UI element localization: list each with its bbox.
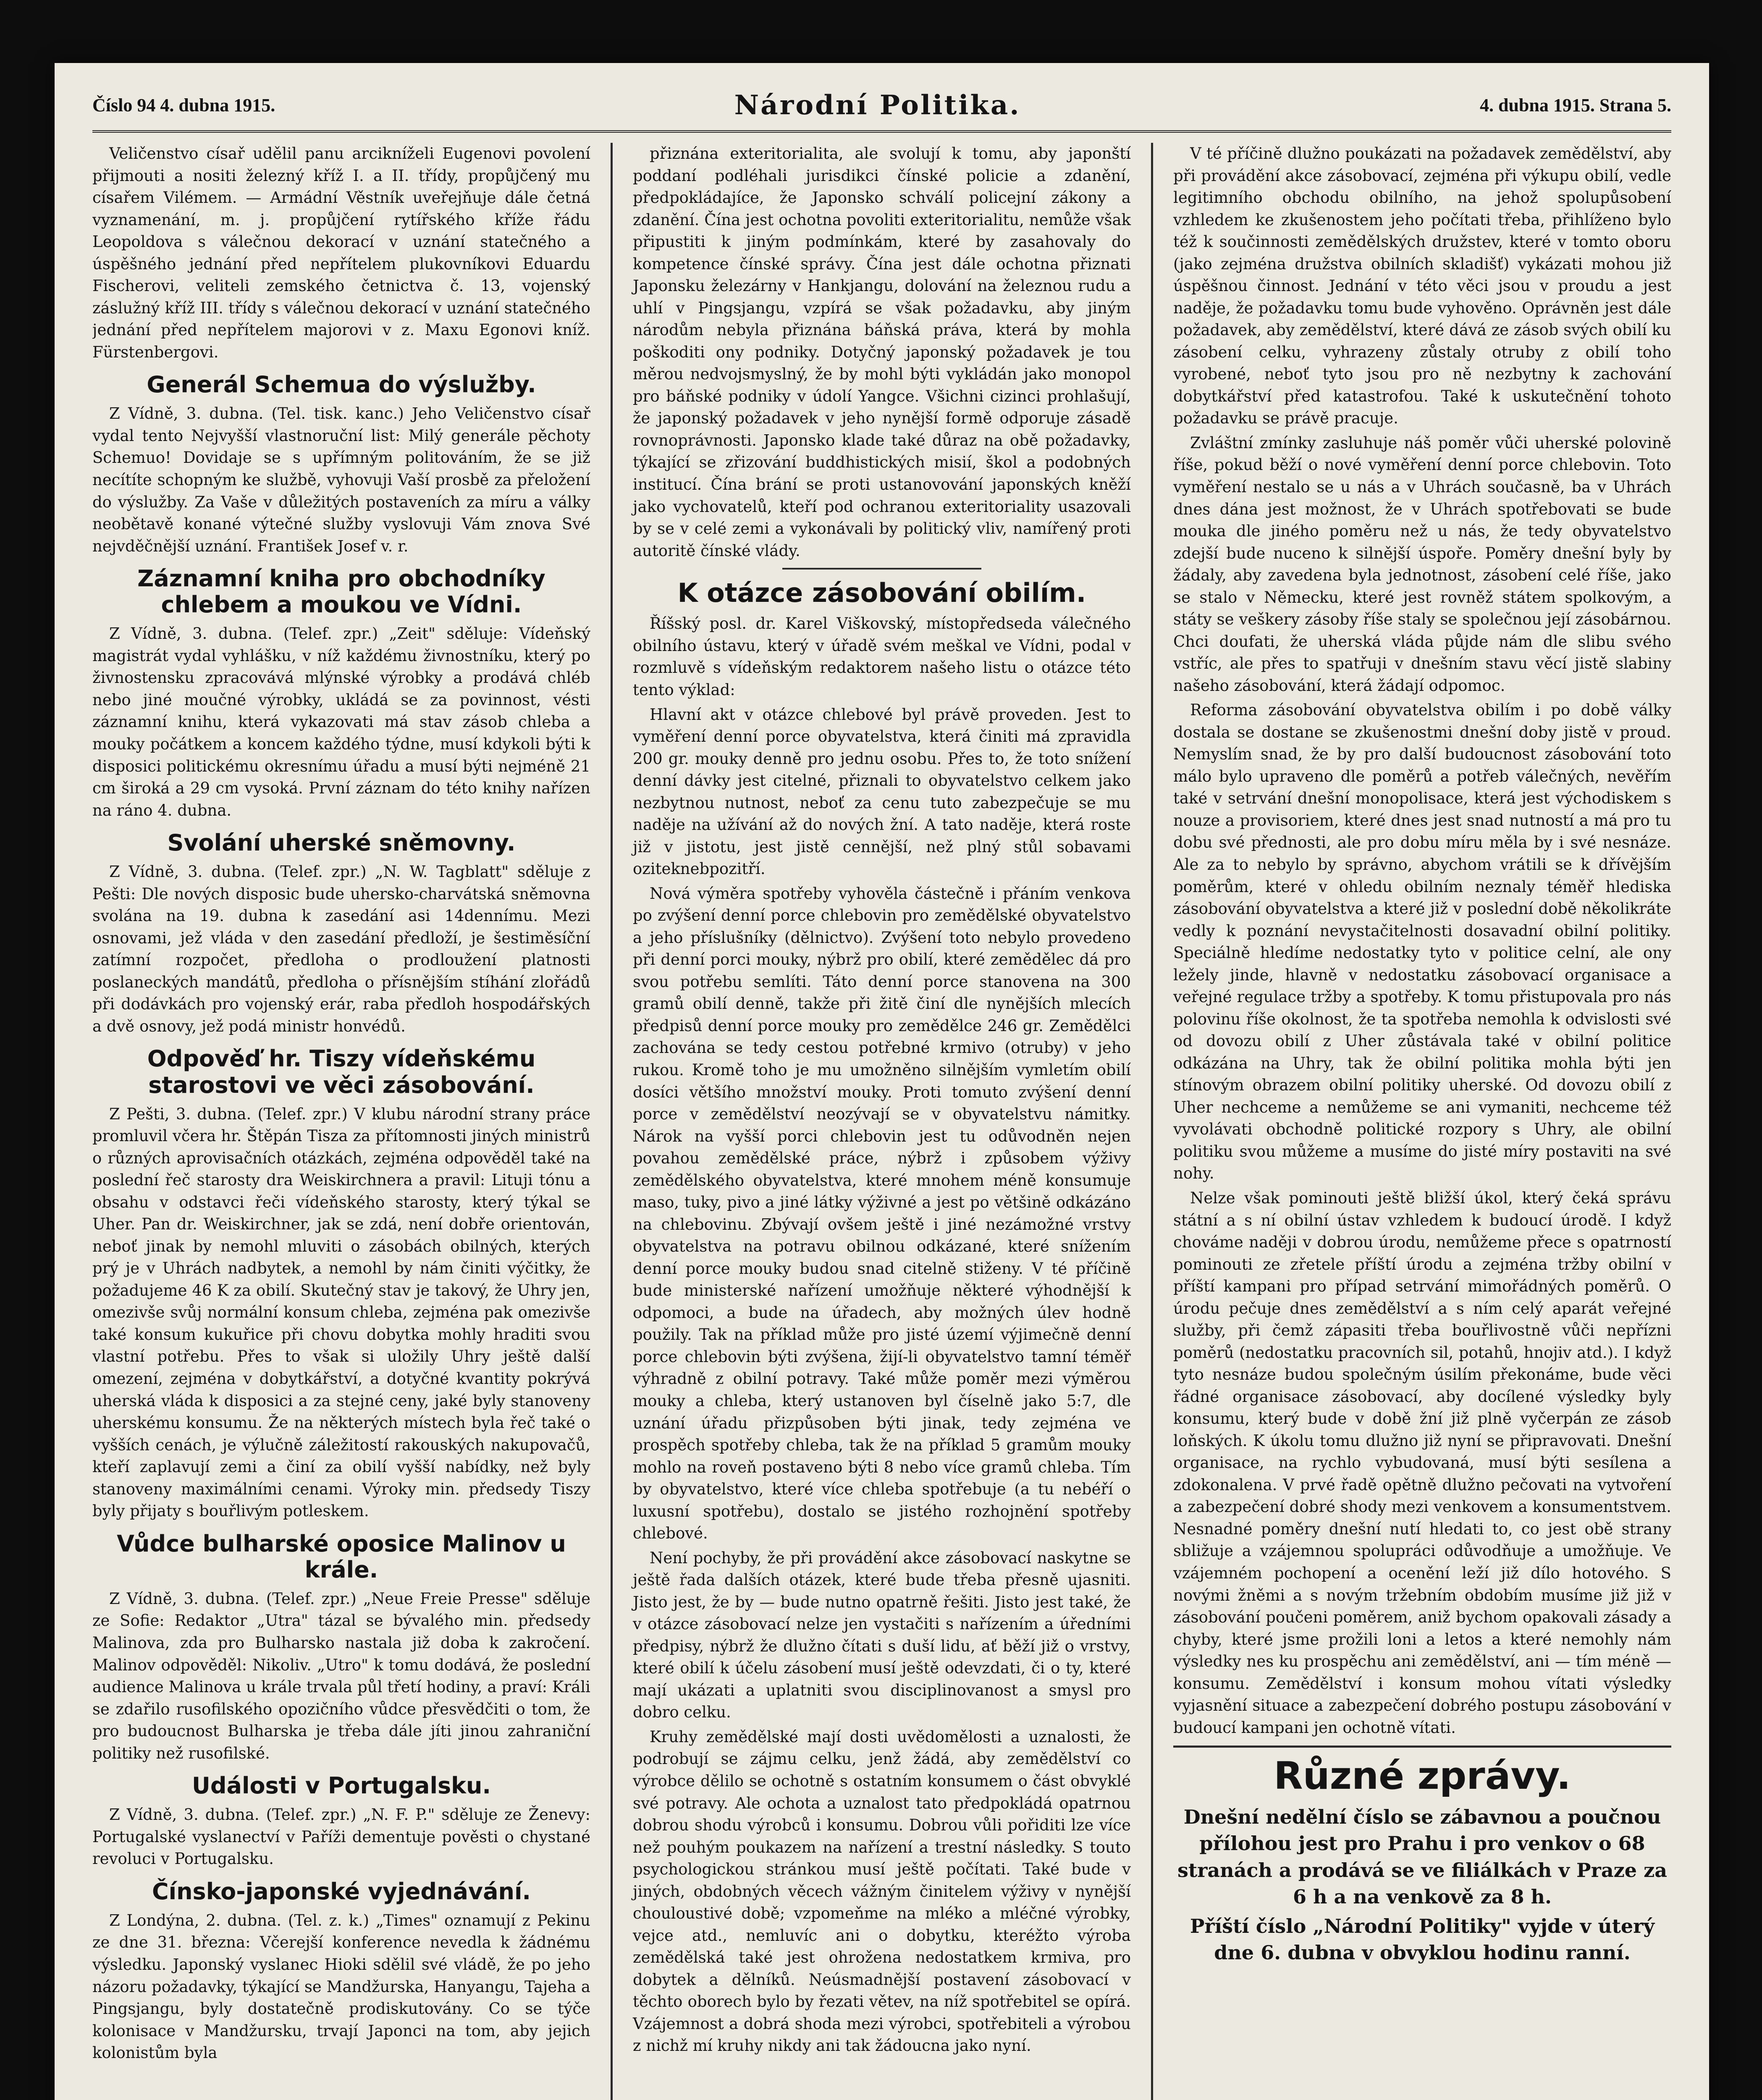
article-headline: Vůdce bulharské oposice Malinov u krále. [117,1530,566,1583]
article-text: Z Vídně, 3. dubna. (Telef. zpr.) „Neue Freie Presse" sděluje ze Sofie: Redaktor „Utra" tázal se bývalého min. předsedy Malinova, zda pro Bulharsko nastala již doba k zakročení. Malinov odpověděl: Nikoliv. „Utro" k tomu dodává, že poslední audience Malinova u krále trvala půl třetí hodiny, a praví: Králi se zdařilo rusofilského opozičního vůdce přesvědčiti o tom, že pro budoucnost Bulharska je třeba dále jíti jinou zahraniční politiky než rusofilské. [92,1589,590,1762]
article-columns [92,143,1671,2100]
article-text: Zvláštní zmínky zasluhuje náš poměr vůči uherské polovině říše, pokud běží o nové vyměření denní porce chlebovin. Toto vyměření nestalo se u nás a v Uhrách současně, ba v Uhrách dnes dána jest možnost, že v Uhrách spotřebovati se bude mouka dle jiného poměru než u nás, že tedy obyvatelstvo zdejší bude nuceno k silnější úspoře. Poměry dnešní byly by žádaly, aby zavedena byla jednotnost, zásobení celé říše, jako se stalo v Německu, které jest rovněž státem spolkovým, a státy se veškery zásoby říše staly se společnou její zásobárnou. Chci doufati, že uherská vláda půjde nám dle slibu svého vstříc, ale přes to spatřuji v dnešním stavu věcí jistě slabiny našeho zásobování, která žádají odpomoc. [1173,433,1671,695]
article-headline: Generál Schemua do výslužby. [147,371,536,398]
issue-notice: Dnešní nedělní číslo se zábavnou a poučnou přílohou jest pro Prahu i pro venkov o 68 stranách a prodává se ve filiálkách v Praze za 6 h a na venkově za 8 h. [1177,1805,1668,1908]
article-headline: Čínsko-japonské vyjednávání. [152,1878,531,1905]
next-issue-notice: Příští číslo „Národní Politiky" vyjde v úterý dne 6. dubna v obvyklou hodinu ranní. [1190,1914,1655,1964]
date-page-number: 4. dubna 1915. Strana 5. [1479,94,1671,116]
section-headline: Různé zprávy. [1274,1754,1571,1798]
article-text: Veličenstvo císař udělil panu arcikníželi Eugenovi povolení přijmouti a nositi železný kříž I. a II. třídy, propůjčený mu císařem Vilémem. — Armádní Věstník uveřejňuje dále četná vyznamenání, m. j. propůjčení rytířského kříže řádu Leopoldova s válečnou dekorací v uznání statečného a úspěšného jednání před nepřítelem plukovníkovi Eduardu Fischerovi, veliteli zemského četnictva č. 13, vojenský záslužný kříž III. třídy s válečnou dekorací v uznání statečného jednání před nepřítelem majorovi v z. Maxu Egonovi kníž. Fürstenbergovi. [92,144,590,361]
column-1 [92,143,613,2100]
article-headline: Záznamní kniha pro obchodníky chlebem a moukou ve Vídni. [137,565,545,618]
section-divider [782,568,981,570]
article-text: Z Pešti, 3. dubna. (Telef. zpr.) V klubu národní strany práce promluvil včera hr. Štěpán Tisza za přítomnosti jiných ministrů o různých aprovisačních otázkách, zejména odpověděl také na poslední řeč starosty dra Weiskirchnera a pravil: Lituji tónu a obsahu v odstavci řeči vídeňského starosty, který týkal se Uher. Pan dr. Weiskirchner, jak se zdá, není dobře orientován, neboť jinak by nemohl mluviti o zásobách obilných, kterých prý je v Uhrách nadbytek, a nemohl by nám činiti výčitky, že požadujeme 46 K za obilí. Skutečný stav je takový, že Uhry jen, omezivše svůj normální konsum chleba, zejména pak omezivše také konsum kukuřice při chovu dobytka mohly hraditi svou vlastní potřebu. Přes to však si uložily Uhry ještě další omezení, zejména v dobytkářství, a dotyčné kvantity pokrývá uherská vláda k disposici a za stejné ceny, jaké byly stanoveny uherskému konsumu. Že na některých místech byla řeč také o vyšších cenách, je výlučně záležitostí rakouských nakupovačů, kteří zaplavují zemi a činí za obilí vyšší nabídky, než byly stanoveny maximálními cenami. Výroky min. předsedy Tiszy byly přijaty s bouřlivým potleskem. [92,1105,590,1520]
article-text: Z Vídně, 3. dubna. (Telef. zpr.) „N. W. Tagblatt" sděluje z Pešti: Dle nových disposic bude uhersko-charvátská sněmovna svolána na 19. dubna k zasedání asi 14dennímu. Mezi osnovami, jež vláda v den zasedání předloží, je šestiměsíční zatímní rozpočet, předloha o prodloužení platnosti poslaneckých mandátů, předloha o přísnějším stíhání zlořádů při dodávkách pro vojenský erár, raba předloh hospodářských a dvě osnovy, jež podá ministr honvédů. [92,863,590,1035]
article-text: Říšský posl. dr. Karel Viškovský, místopředseda válečného obilního ústavu, který v úřadě svém meškal ve Vídni, podal v rozmluvě s vídeňským redaktorem našeho listu o otázce této tento výklad: [633,614,1131,699]
article-headline: Odpověď hr. Tiszy vídeňskému starostovi ve věci zásobování. [147,1045,536,1098]
article-headline: K otázce zásobování obilím. [677,578,1086,609]
article-headline: Události v Portugalsku. [192,1772,491,1799]
article-text: Z Londýna, 2. dubna. (Tel. z. k.) „Times" oznamují z Pekinu ze dne 31. března: Včerejší konference nevedla k žádnému výsledku. Japonský vyslanec Hioki sdělil své vládě, že po jeho názoru požadavky, týkající se Mandžurska, Hanyangu, Tajeha a Pingsjangu, byly dostatečně prodiskutovány. Co se týče kolonisace v Mandžursku, trvají Japonci na tom, aby jejich kolonistům byla [92,1911,590,2062]
article-text: Kruhy zemědělské mají dosti uvědomělosti a uznalosti, že podrobují se zájmu celku, jenž žádá, aby zemědělství co výrobce dělilo se ochotně s ostatním konsumem o část obvyklé své potravy. Ale ochota a uznalost tato předpokládá opatrnou dobrou shodu výrobců i konsumu. Dobrou vůli pořiditi lze více než pouhým poukazem na nařízení a trestní následky. S touto psychologickou stránkou musí ještě počítati. Také bude v jiných, obdobných věcech vážným činitelem výživy v nynější chouloustivé době; vzpomeňme na mléko a mléčné výrobky, vejce atd., nemluvíc ani o dobytku, kteréžto výroba zemědělská také jest ohrožena nedostatkem krmiva, pro dobytek a dělníků. Neúsmadnější postavení zásobovací v těchto oborech bylo by řezati větev, na níž spotřebitel se opírá. Vzájemnost a dobrá shoda mezi výrobci, spotřebiteli a výrobou z nichž mí kruhy nikdy ani tak žádoucna jako nyní. [633,1727,1131,2055]
misc-news-section [1173,1746,1671,1966]
article-text: Nelze však pominouti ještě bližší úkol, který čeká správu státní a s ní obilní ústav vzhledem k budoucí úrodě. I když chováme naději v dobrou úrodu, nemůžeme přece s opatrností pominouti ze zřetele příští úrodu a zejména tržby obilní v příští kampani pro případ setrvání mimořádných poměrů. O úrodu pečuje dnes zemědělství a s ním celý aparát veřejné služby, při čemž zápasiti třeba bouřlivostně vůči nepřízni poměrů (nedostatku pracovních sil, potahů, hnojiv atd.). I když tyto nesnáze budou společným úsilím překonáme, bude věci řádné organisace zásobovací, aby docílené výsledky byly konsumu, který bude v době žní již plně vyčerpán ze zásob loňských. K úkolu tomu dlužno již nyní se připravovati. Dnešní organisace, na rychlo vybudovaná, musí býti sesílena a zdokonalena. V prvé řadě opětně dlužno pečovati na vytvoření a zabezpečení dobré shody mezi venkovem a konsumentstvem. Nesnadné poměry dnešní nutí hledati to, co jest obě strany sbližuje a vzájemnou spolupráci odůvodňuje a umožňuje. Ve vzájemném pochopení a ocenění leží již dílo hotového. S novými žněmi a s novým tržebním obdobím musíme již již v zásobování poučeni poměrem, aniž bychom opakovali zásady a chyby, které jsme prožili loni a letos a které nemohly nám výsledky nes ku prospěchu ani zemědělství, ani — tím méně — konsumu. Zemědělství i konsum mohou vítati výsledky vyjasnění situace a zabezpečení dobrého postupu zásobování v budoucí kampani jen ochotně vítati. [1173,1189,1671,1737]
column-2 [613,143,1153,2100]
article-text: Z Vídně, 3. dubna. (Telef. zpr.) „N. F. P." sděluje ze Ženevy: Portugalské vyslanectví v Paříži dementuje pověsti o chystané revoluci v Portugalsku. [92,1806,590,1868]
article-text: Nová výměra spotřeby vyhověla částečně i přáním venkova po zvýšení denní porce chlebovin pro zemědělské obyvatelstvo a jeho příslušníky (dělnictvo). Zvýšení toto nebylo provedeno při denní porci mouky, nýbrž pro obilí, které zemědělec dá pro svou potřebu semlíti. Táto denní porce stanovena na 300 gramů obilí denně, takže při žitě činí dle nynějších mlecích předpisů denní porce mouky pro zemědělce 246 gr. Zemědělci zachována se tedy cestou potřebné krmivo (otruby) v jeho rukou. Kromě toho je mu umožněno silnějším vymletím obilí dosíci většího množství mouky. Proti tomuto zvýšení denní porce v zemědělství neozývají se v obyvatelstvu námitky. Nárok na vyšší porci chlebovin jest tu odůvodněn nejen povahou zemědělské práce, nýbrž i způsobem výživy zemědělského obyvatelstva, které mnohem méně konsumuje maso, tuky, pivo a jiné látky výživné a jest po většině odkázáno na chlebovinu. Zbývají ovšem ještě i jiné nezámožné vrstvy obyvatelstva na potravu obilnou odkázané, které snížením denní porce mouky budou snad citelně stiženy. V té příčině bude ministerské nařízení umožňuje některé výhodnější k odpomoci, a bude na úřadech, aby možných úlev hodně použily. Tak na příklad může pro jisté území výjimečně denní porce chlebovin býti zvýšena, žijí-li obyvatelstvo tamní téměř výhradně z obilní potravy. Také může poměr mezi výměrou mouky a chleba, který ustanoven byl číselně jako 5:7, dle uznání úřadu přizpůsoben býti jinak, tedy zejména ve prospěch spotřeby chleba, tak že na příklad 5 gramům mouky mohlo na roveň postaveno býti 8 nebo více gramů chleba. Tím by obyvatelstvo, které více chleba spotřebuje (a tu nebéří o luxusní spotřebu), dostalo se jistého rozhojnění spotřeby chlebové. [633,884,1131,1543]
issue-number-date: Číslo 94 4. dubna 1915. [92,94,275,116]
article-text: Hlavní akt v otázce chlebové byl právě proveden. Jest to vyměření denní porce obyvatelstva, která činiti má zpravidla 200 gr. mouky denně pro jednu osobu. Přes to, že toto snížení denní dávky jest citelné, přiznali to obyvatelstvo celkem jako nezbytnou nutnost, neboť za cenu tuto zabezpečuje se mu naděje na užívání až do nových žní. A tato naděje, která roste již v jistotu, jest jistě cennější, než plný stůl sobavami oziteknebpozitří. [633,705,1131,878]
newspaper-page [55,63,1709,2100]
article-text: Není pochyby, že při provádění akce zásobovací naskytne se ještě řada dalších otázek, které bude třeba přesně ujasniti. Jisto jest, že by — bude nutno opatrně řešiti. Jisto jest také, že v otázce zásobovací nelze jen vystačiti s nařízením a úředními předpisy, nýbrž že dlužno čítati s duší lidu, ať běží již o vrstvy, které obilí k účelu zásobení musí ještě odevzdati, či o ty, které mají ukázati a uplatniti svou disciplinovanost a smysl pro dobro celku. [633,1549,1131,1722]
article-text: Z Vídně, 3. dubna. (Tel. tisk. kanc.) Jeho Veličenstvo císař vydal tento Nejvyšší vlastnoruční list: Milý generále pěchoty Schemuo! Dovidaje se s upřímným politováním, že se již necítíte schopným ke službě, vyhovuji Vaší prosbě za přeložení do výslužby. Za Vaše v důležitých postaveních za míru a války neobětavě konané výtečné služby vyslovuji Vám znova Své nejvděčnější uznání. František Josef v. r. [92,404,590,555]
column-3 [1153,143,1671,2100]
article-text: Reforma zásobování obyvatelstva obilím i po době války dostala se dostane se zkušenostmi dnešní doby jistě v proud. Nemyslím snad, že by pro další budoucnost zásobování toto málo bylo upraveno dle poměrů a potřeb válečných, nevěřím také v setrvání dnešní monopolisace, která jest východiskem s nouze a provisoriem, které dnes jest snad nutností a má pro tu dobu své přednosti, ale pro dobu míru měla by i své nesnáze. Ale za to nebylo by správno, abychom vrátili se k dřívějším poměrům, které v ohledu obilním neznaly téměř hlediska zásobování obyvatelstva a které již v poslední době několikráte vedly k poznání nevystačitelnosti dosavadní obilní politiky. Speciálně hledíme nedostatky tyto v politice celní, ale ony ležely jinde, hlavně v nedostatku zásobovací organisace a veřejné regulace tržby a spotřeby. K tomu přistupovala pro nás polovinu říše okolnost, že ta spotřeba nemohla k odvislosti své od dovozu obilí z Uher zůstávala také v obilní politice odkázána na Uhry, tak že obilní politika mohla býti jen stínovým obrazem obilní politiky uherské. Od dovozu obilí z Uher nechceme a nemůžeme se ani vymaniti, nechceme též vyvolávati obchodně politické rozpory s Uhry, ale obilní politiku svou můžeme a musíme do jisté míry postaviti na své nohy. [1173,701,1671,1183]
article-text: Z Vídně, 3. dubna. (Telef. zpr.) „Zeit" sděluje: Vídeňský magistrát vydal vyhlášku, v níž každému živnostníku, který po živnostensku zpracovává mlýnské výrobky a prodává chléb nebo jiné moučné výrobky, ukládá se za povinnost, vésti záznamní knihu, která vykazovati má stav zásob chleba a mouky počátkem a koncem každého týdne, musí kdykoli býti k disposici politickému okresnímu úřadu a musí býti nejméně 21 cm široká a 29 cm vysoká. První záznam do této knihy nařízen na ráno 4. dubna. [92,625,590,819]
article-text: V té příčině dlužno poukázati na požadavek zemědělství, aby při provádění akce zásobovací, zejména při výkupu obilí, vedle legitimního obchodu obilního, na jehož spolupůsobení vzhledem ke zkušenostem jeho počítati třeba, přihlíženo bylo též k součinnosti zemědělských družstev, které v tomto oboru (jako zejména družstva obilních skladišť) vykázati mohou již úspěšnou činnost. Jednání v této věci jsou v proudu a jest naděje, že požadavku tomu bude vyhověno. Oprávněn jest dále požadavek, aby zemědělství, které dává ze zásob svých obilí ku zásobení celku, vyhrazeny zůstaly otruby z obilí toho vyrobené, neboť tyto jsou pro ně nezbytny k zachování dobytkářství před katastrofou. Také k uskutečnění tohoto požadavku se právě pracuje. [1173,144,1671,428]
masthead [92,80,1671,133]
newspaper-title: Národní Politika. [734,89,1021,121]
article-headline: Svolání uherské sněmovny. [167,830,516,856]
article-text: přiznána exteritorialita, ale svolují k tomu, aby japonští poddaní podléhali jurisdikci čínské policie a zdanění, předpokládajíce, že Japonsko schválí policejní zákony a zdanění. Čína jest ochotna povoliti exteritorialitu, nemůže však připustiti k jiným podmínkám, které by zasahovaly do kompetence čínské správy. Čína jest dále ochotna přiznati Japonsku železárny v Hankjangu, dolování na železnou rudu a uhlí v Pingsjangu, vzpírá se však požadavku, aby jiným národům nebyla přiznána báňská práva, která by mohla poškoditi ony podniky. Dotyčný japonský požadavek je tou měrou nedvojsmyslný, že by mohl býti vykládán jako monopol pro báňské podniky v údolí Yangce. Všichni cizinci prohlašují, že japonský požadavek v jeho nynější formě odporuje zásadě rovnoprávnosti. Japonsko klade také důraz na obě požadavky, týkající se zřizování buddhistických misií, škol a podobných institucí. Čína brání se proti ustanovování japonských kněží jako vychovatelů, kteří pod ochranou exteritoriality usazovali by se v celé zemi a vykonávali by politický vliv, namířený proti autoritě čínské vlády. [633,144,1131,560]
